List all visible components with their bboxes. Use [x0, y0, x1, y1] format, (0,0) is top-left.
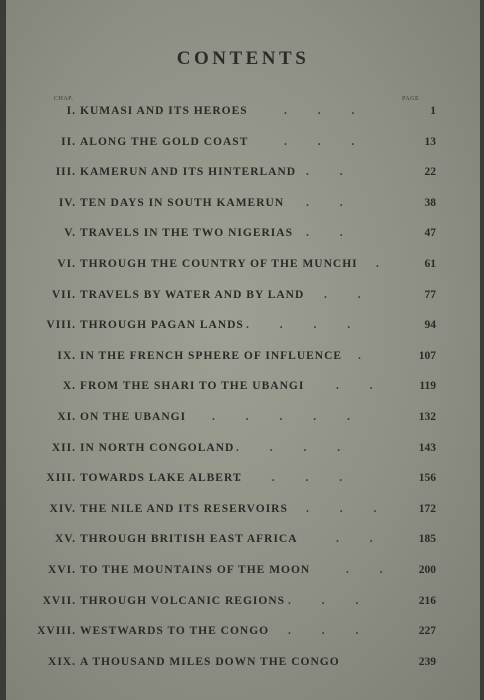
toc-entry — [6, 625, 480, 645]
page-number: 22 — [424, 166, 436, 179]
chapter-number: XVIII. — [37, 625, 76, 638]
chapter-title: THROUGH VOLCANIC REGIONS — [80, 594, 286, 607]
chapter-number: II. — [61, 135, 76, 148]
chapter-title: IN NORTH CONGOLAND — [80, 441, 235, 454]
toc-entry — [6, 197, 480, 217]
toc-entry — [6, 533, 480, 553]
toc-entry — [6, 411, 480, 431]
chapter-title: THE NILE AND ITS RESERVOIRS — [80, 502, 288, 515]
leader-dots: . . . — [284, 135, 369, 148]
page-number: 38 — [424, 196, 436, 209]
chapter-number: I. — [66, 105, 76, 117]
toc-entry — [6, 656, 480, 676]
toc-entry — [6, 472, 480, 492]
page-number: 156 — [418, 472, 436, 485]
chapter-number: IV. — [58, 196, 76, 209]
leader-dots: . . — [336, 380, 387, 393]
chapter-number: V. — [64, 227, 76, 240]
leader-dots: . . . . . — [212, 411, 364, 423]
page-column-label: PAGE — [402, 96, 420, 102]
chap-column-label: CHAP. — [54, 96, 74, 102]
chapter-number: X. — [62, 380, 76, 393]
page-number: 172 — [418, 502, 436, 515]
chapter-number: XI. — [57, 411, 76, 423]
page-number: 107 — [418, 349, 436, 362]
leader-dots: . . — [306, 227, 357, 240]
chapter-title: KAMERUN AND ITS HINTERLAND — [80, 166, 297, 179]
chapter-number: VII. — [51, 288, 76, 301]
chapter-number: XIX. — [48, 655, 76, 668]
chapter-number: VIII. — [46, 319, 76, 332]
toc-entry — [6, 503, 480, 523]
page-number: 185 — [418, 533, 436, 546]
leader-dots: . . . — [284, 105, 369, 117]
chapter-number: XII. — [51, 441, 76, 454]
toc-entry — [6, 166, 480, 186]
toc-entry — [6, 595, 480, 615]
book-page — [6, 0, 480, 700]
leader-dots: . . . — [288, 594, 373, 607]
page-number: 216 — [418, 594, 436, 607]
chapter-title: FROM THE SHARI TO THE UBANGI — [80, 380, 305, 393]
chapter-title: TO THE MOUNTAINS OF THE MOON — [80, 564, 311, 576]
chapter-title: THROUGH PAGAN LANDS — [80, 319, 244, 332]
leader-dots: . — [358, 349, 375, 362]
chapter-number: XVII. — [42, 594, 76, 607]
page-number: 227 — [418, 625, 436, 638]
chapter-title: KUMASI AND ITS HEROES — [80, 105, 248, 117]
page-number: 77 — [424, 288, 436, 301]
chapter-title: TRAVELS BY WATER AND BY LAND — [80, 288, 305, 301]
chapter-number: XIV. — [49, 502, 76, 515]
toc-entry — [6, 105, 480, 125]
chapter-number: VI. — [57, 258, 76, 270]
leader-dots: . . . — [288, 625, 373, 638]
toc-entry — [6, 227, 480, 247]
chapter-title: IN THE FRENCH SPHERE OF INFLUENCE — [80, 349, 343, 362]
page-number: 47 — [424, 227, 436, 240]
chapter-title: TEN DAYS IN SOUTH KAMERUN — [80, 196, 285, 209]
leader-dots: . . . . — [236, 441, 355, 454]
page-number: 143 — [418, 441, 436, 454]
chapter-number: III. — [55, 166, 76, 179]
toc-entry — [6, 380, 480, 400]
chapter-title: TOWARDS LAKE ALBERT — [80, 472, 242, 485]
leader-dots: . . . . — [238, 472, 357, 485]
leader-dots: . . — [324, 288, 375, 301]
toc-entry — [6, 564, 480, 584]
leader-dots: . . — [346, 564, 397, 576]
chapter-title: A THOUSAND MILES DOWN THE CONGO — [80, 655, 340, 668]
chapter-title: ON THE UBANGI — [80, 411, 187, 423]
page-number: 119 — [419, 380, 436, 393]
chapter-number: IX. — [57, 349, 76, 362]
chapter-number: XV. — [54, 533, 76, 546]
leader-dots: . . . — [306, 502, 391, 515]
page-number: 239 — [418, 655, 436, 668]
toc-entry — [6, 442, 480, 462]
chapter-title: ALONG THE GOLD COAST — [80, 135, 249, 148]
page-number: 13 — [424, 135, 436, 148]
toc-entry — [6, 136, 480, 156]
leader-dots: . . . . — [246, 319, 365, 332]
leader-dots: . . — [306, 166, 357, 179]
contents-heading: CONTENTS — [176, 48, 310, 69]
leader-dots: . . — [336, 533, 387, 546]
page-number: 61 — [424, 258, 436, 270]
toc-entry — [6, 350, 480, 370]
page-number: 1 — [430, 105, 436, 117]
chapter-title: THROUGH THE COUNTRY OF THE MUNCHI — [80, 258, 358, 270]
chapter-title: TRAVELS IN THE TWO NIGERIAS — [80, 227, 293, 240]
page-number: 94 — [424, 319, 436, 332]
chapter-title: THROUGH BRITISH EAST AFRICA — [80, 533, 298, 546]
chapter-number: XIII. — [46, 472, 76, 485]
chapter-number: XVI. — [48, 564, 76, 576]
page-number: 200 — [418, 564, 436, 576]
toc-entry — [6, 289, 480, 309]
toc-entry — [6, 319, 480, 339]
leader-dots: . — [376, 258, 393, 270]
chapter-title: WESTWARDS TO THE CONGO — [80, 625, 270, 638]
toc-entry — [6, 258, 480, 278]
page-number: 132 — [418, 411, 436, 423]
leader-dots: . . — [306, 196, 357, 209]
